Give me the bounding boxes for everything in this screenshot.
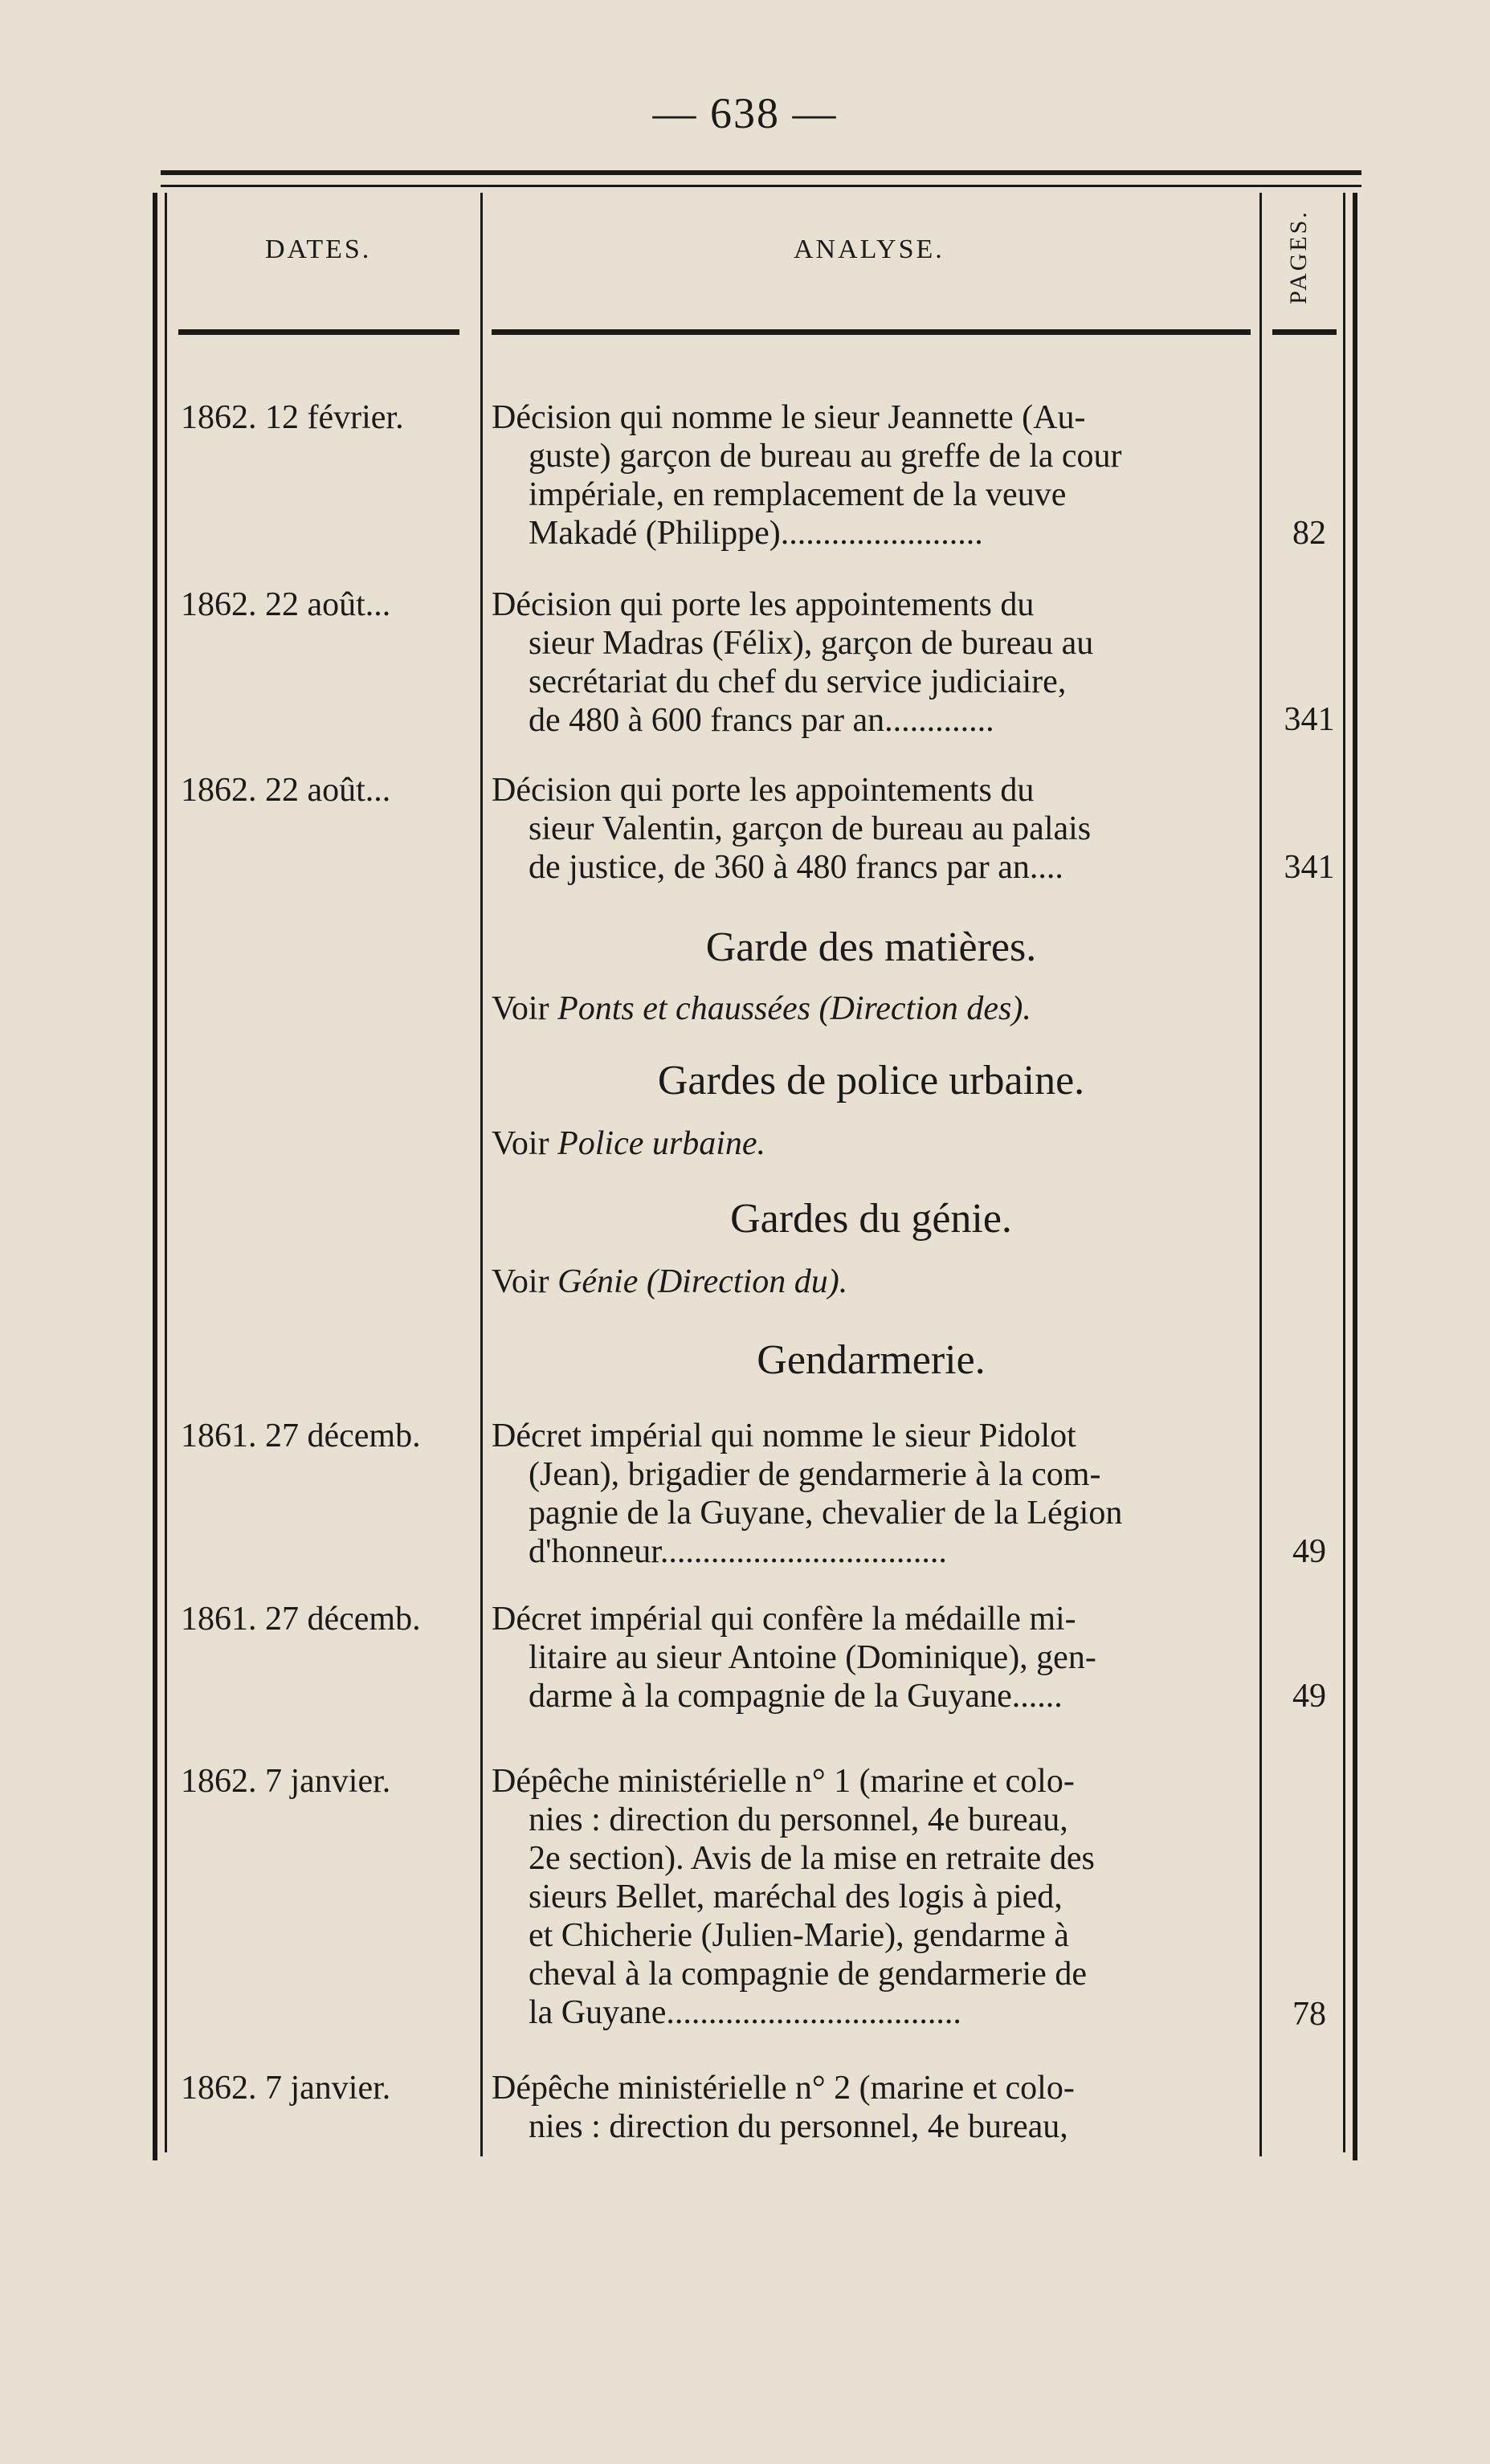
header-underline-pages bbox=[1272, 329, 1337, 335]
entry-date: 1862. 7 janvier. bbox=[181, 2070, 391, 2107]
entry-date: 1861. 27 décemb. bbox=[181, 1601, 421, 1638]
section-title: Gardes de police urbaine. bbox=[657, 1058, 1085, 1103]
entry-date: 1862. 12 février. bbox=[181, 399, 404, 436]
column-divider-pages bbox=[1259, 193, 1262, 2156]
right-border-inner bbox=[1343, 193, 1345, 2152]
entry-date: 1862. 7 janvier. bbox=[181, 1763, 391, 1800]
left-border-inner bbox=[165, 193, 167, 2152]
see-also-ref[interactable]: Génie (Direction du). bbox=[557, 1263, 848, 1300]
header-underline-dates bbox=[178, 329, 459, 335]
table-top-rule-thin bbox=[161, 185, 1361, 187]
header-pages: PAGES. bbox=[1285, 210, 1312, 304]
entry-analysis: Dépêche ministérielle n° 2 (marine et colo- nies : direction du personnel, 4e bureau, bbox=[492, 2070, 1075, 2145]
left-border-outer bbox=[153, 193, 157, 2160]
entry-analysis: Décret impérial qui nomme le sieur Pidolot (Jean), brigadier de gendarmerie à la com- pagnie de la Guyane, chevalier de la Légion d'honneur.................................. bbox=[492, 1418, 1123, 1570]
entry-page: 341 bbox=[1284, 701, 1335, 738]
entry-analysis: Décision qui nomme le sieur Jeannette (Au- guste) garçon de bureau au greffe de la cour impériale, en remplacement de la veuve Makadé (Philippe)........................ bbox=[492, 399, 1122, 552]
entry-page: 49 bbox=[1292, 1533, 1326, 1570]
section-title: Gendarmerie. bbox=[757, 1337, 986, 1383]
table-top-rule bbox=[161, 170, 1361, 175]
header-underline-analyse bbox=[492, 329, 1251, 335]
page-number: — 638 — bbox=[652, 89, 838, 137]
see-also-ref[interactable]: Police urbaine. bbox=[557, 1125, 766, 1162]
entry-date: 1862. 22 août... bbox=[181, 586, 391, 623]
entry-analysis: Décision qui porte les appointements du sieur Madras (Félix), garçon de bureau au secrétariat du chef du service judiciaire, de 480 à 600 francs par an............. bbox=[492, 586, 1094, 739]
entry-analysis: Décision qui porte les appointements du sieur Valentin, garçon de bureau au palais de justice, de 360 à 480 francs par an.... bbox=[492, 772, 1092, 886]
header-analyse: ANALYSE. bbox=[794, 235, 945, 264]
entry-date: 1861. 27 décemb. bbox=[181, 1418, 421, 1454]
see-also-ref[interactable]: Ponts et chaussées (Direction des). bbox=[557, 990, 1031, 1027]
entry-date: 1862. 22 août... bbox=[181, 772, 391, 809]
right-border-outer bbox=[1353, 193, 1357, 2160]
entry-page: 49 bbox=[1292, 1678, 1326, 1715]
entry-page: 82 bbox=[1292, 515, 1326, 552]
see-also: Voir Génie (Direction du). bbox=[492, 1263, 848, 1300]
entry-analysis: Dépêche ministérielle n° 1 (marine et colo- nies : direction du personnel, 4e bureau, 2e section). Avis de la mise en retraite des sieurs Bellet, maréchal des logis à pied, et Chicherie (Julien-Marie), gendarme à cheval à la compagnie de gendarmerie de la Guyane................................... bbox=[492, 1763, 1095, 2031]
see-also: Voir Ponts et chaussées (Direction des). bbox=[492, 990, 1031, 1027]
see-also: Voir Police urbaine. bbox=[492, 1125, 766, 1162]
section-title: Garde des matières. bbox=[705, 924, 1037, 970]
entry-page: 341 bbox=[1284, 849, 1335, 886]
header-dates: DATES. bbox=[265, 235, 372, 264]
section-title: Gardes du génie. bbox=[730, 1196, 1012, 1242]
entry-page: 78 bbox=[1292, 1996, 1326, 2033]
column-divider-dates bbox=[480, 193, 483, 2156]
entry-analysis: Décret impérial qui confère la médaille mi- litaire au sieur Antoine (Dominique), gen- darme à la compagnie de la Guyane...... bbox=[492, 1601, 1096, 1715]
